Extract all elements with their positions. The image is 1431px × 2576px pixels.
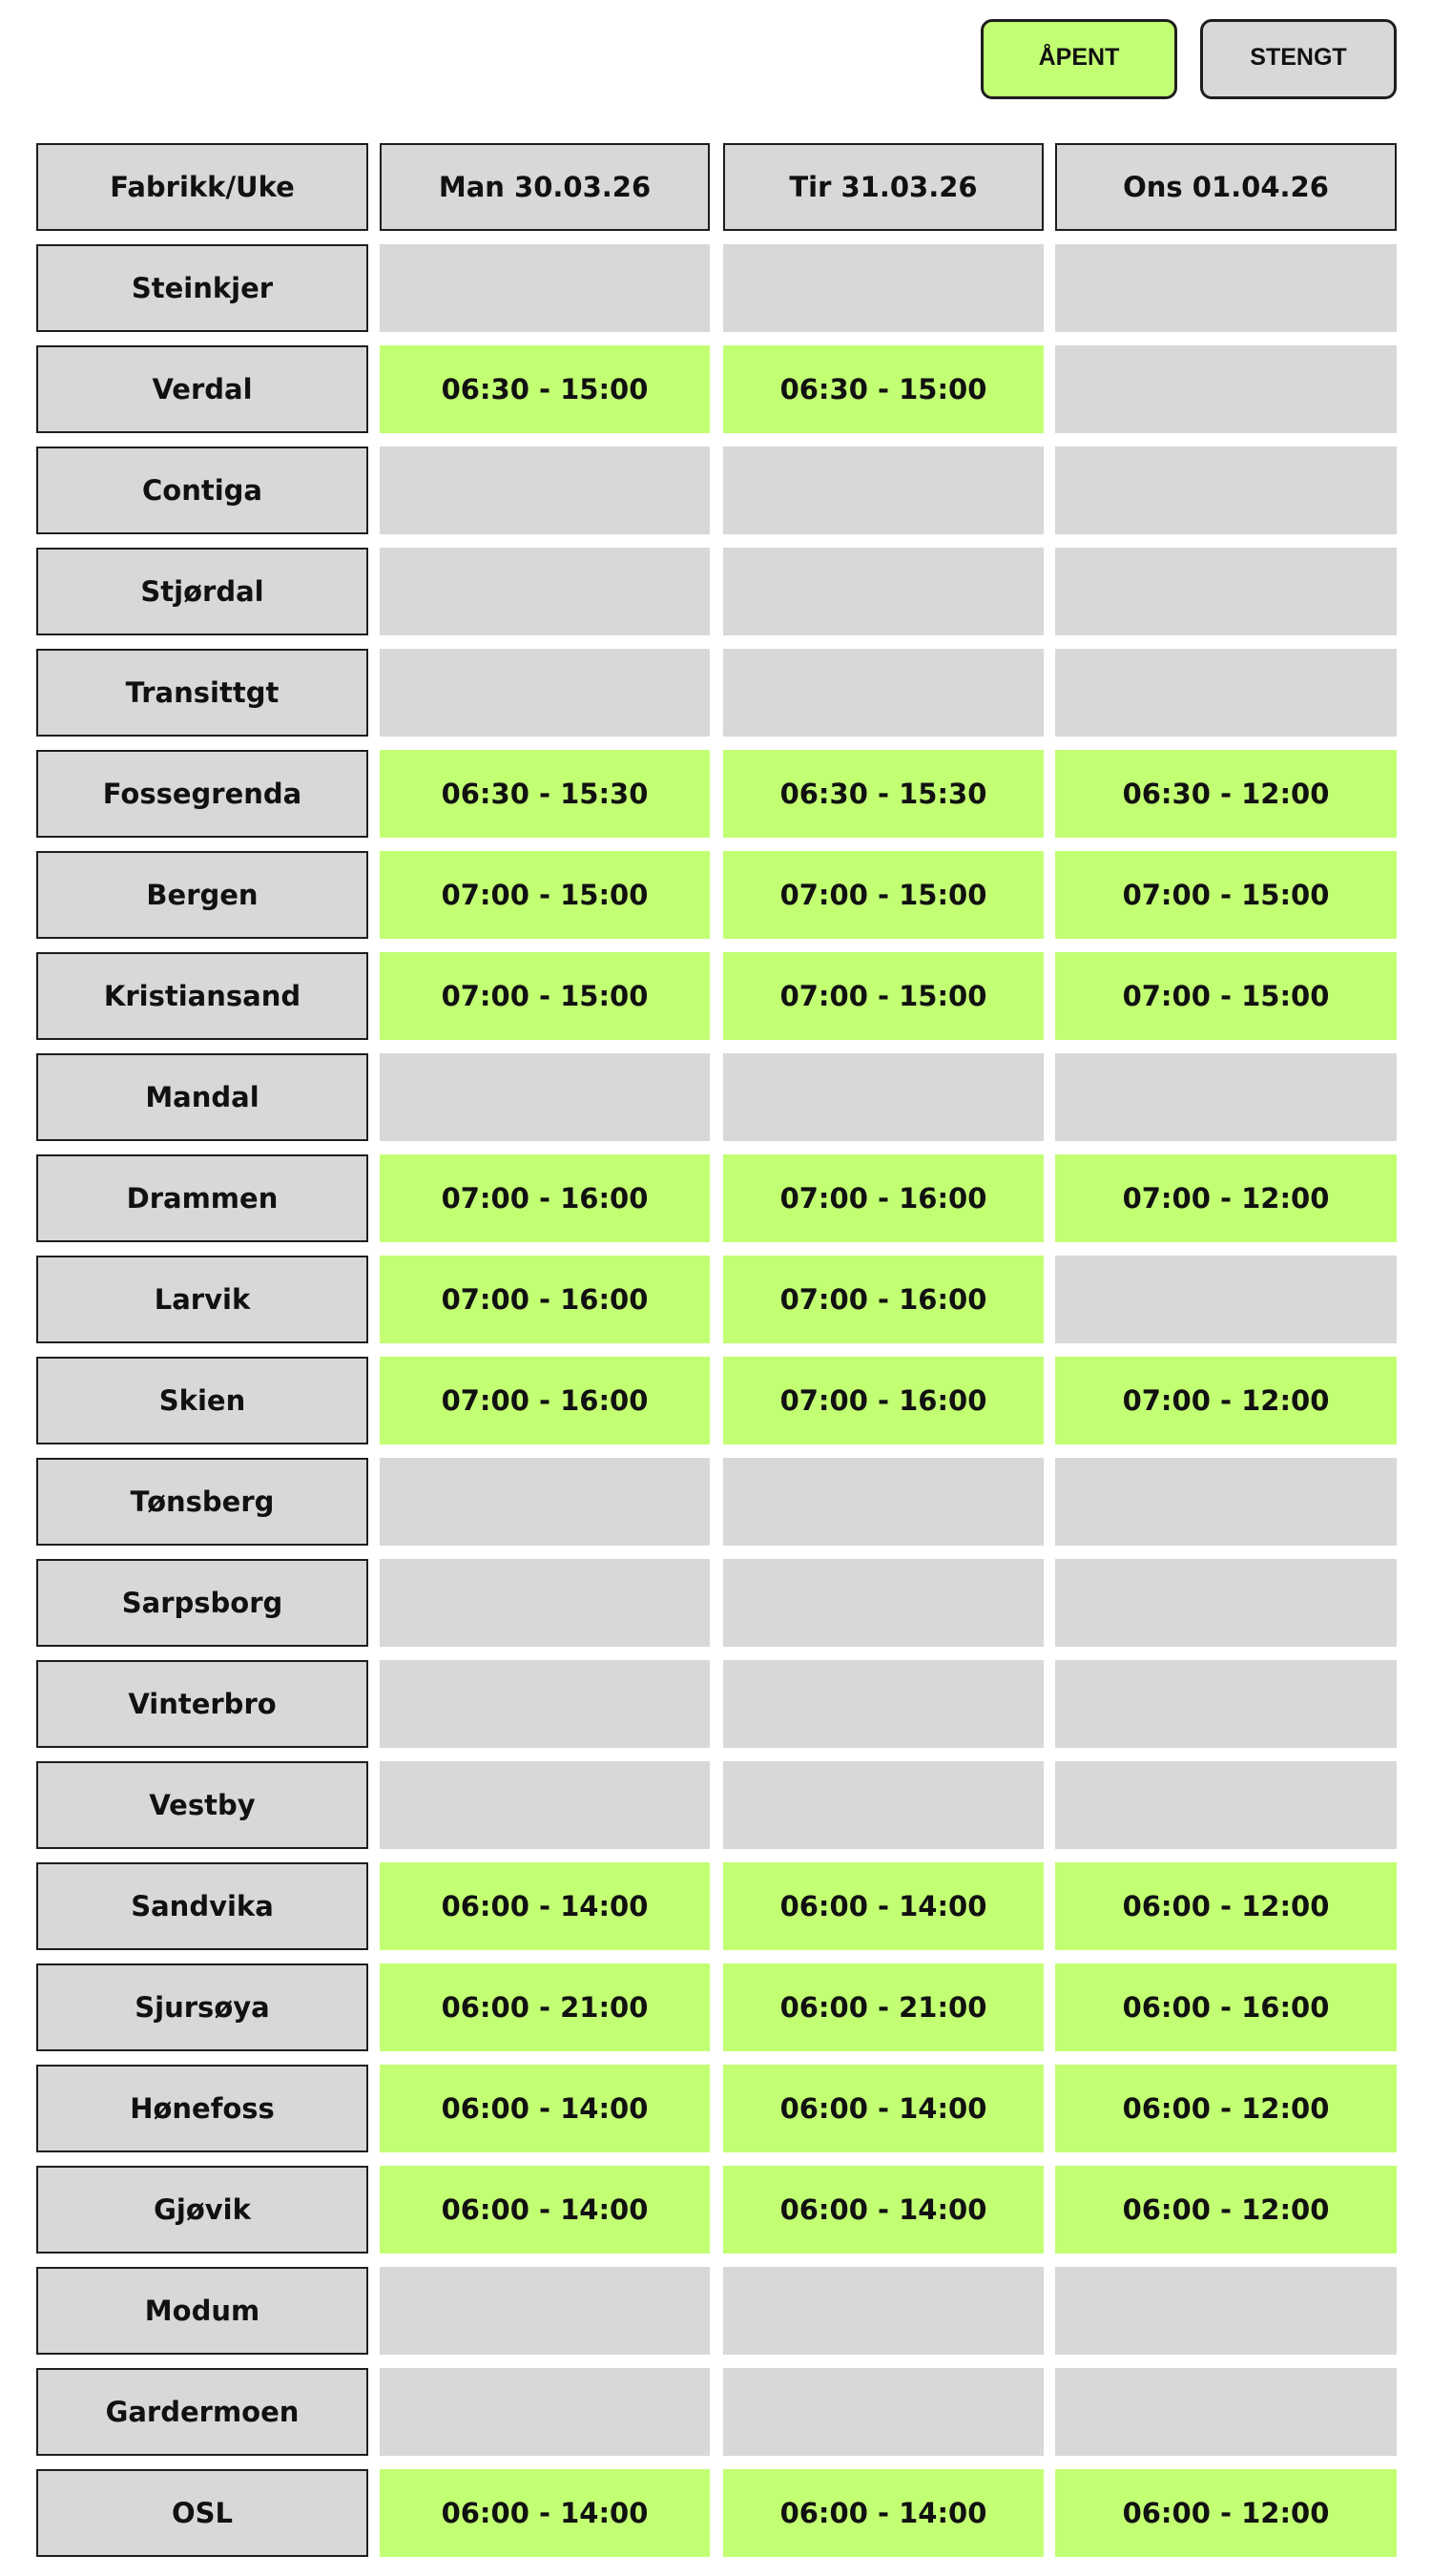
hours-cell-closed: [723, 1761, 1044, 1849]
hours-cell-closed: [1055, 1053, 1397, 1141]
hours-cell-open: 07:00 - 16:00: [723, 1256, 1044, 1343]
hours-cell-closed: [1055, 548, 1397, 635]
factory-name: Gjøvik: [36, 2166, 368, 2254]
hours-cell-open: 07:00 - 12:00: [1055, 1357, 1397, 1444]
factory-name: Bergen: [36, 851, 368, 939]
hours-cell-open: 07:00 - 16:00: [380, 1357, 710, 1444]
factory-name: Fossegrenda: [36, 750, 368, 838]
hours-cell-closed: [380, 1761, 710, 1849]
hours-cell-open: 07:00 - 16:00: [723, 1154, 1044, 1242]
hours-cell-closed: [380, 244, 710, 332]
hours-cell-closed: [380, 649, 710, 737]
factory-name: Stjørdal: [36, 548, 368, 635]
factory-name: Tønsberg: [36, 1458, 368, 1546]
hours-cell-open: 07:00 - 15:00: [1055, 851, 1397, 939]
hours-cell-closed: [723, 1053, 1044, 1141]
hours-cell-closed: [380, 447, 710, 534]
hours-cell-closed: [380, 1053, 710, 1141]
hours-cell-open: 06:00 - 14:00: [380, 2166, 710, 2254]
factory-name: Modum: [36, 2267, 368, 2355]
corner-header: Fabrikk/Uke: [36, 143, 368, 231]
hours-cell-open: 06:30 - 15:00: [380, 345, 710, 433]
hours-cell-closed: [380, 1458, 710, 1546]
hours-cell-closed: [723, 1559, 1044, 1647]
hours-cell-open: 06:30 - 12:00: [1055, 750, 1397, 838]
hours-cell-open: 07:00 - 15:00: [380, 851, 710, 939]
hours-cell-open: 06:00 - 12:00: [1055, 2469, 1397, 2557]
hours-cell-closed: [1055, 345, 1397, 433]
hours-cell-open: 06:00 - 14:00: [723, 2166, 1044, 2254]
hours-cell-closed: [1055, 1458, 1397, 1546]
hours-cell-closed: [723, 649, 1044, 737]
hours-cell-open: 06:30 - 15:00: [723, 345, 1044, 433]
factory-name: Sjursøya: [36, 1963, 368, 2051]
hours-cell-closed: [380, 1660, 710, 1748]
open-legend-button[interactable]: ÅPENT: [981, 19, 1177, 99]
hours-cell-closed: [1055, 1256, 1397, 1343]
hours-cell-open: 06:00 - 14:00: [380, 2065, 710, 2152]
hours-cell-closed: [723, 447, 1044, 534]
hours-cell-open: 06:30 - 15:30: [723, 750, 1044, 838]
hours-cell-closed: [1055, 244, 1397, 332]
hours-cell-open: 06:30 - 15:30: [380, 750, 710, 838]
hours-cell-open: 07:00 - 12:00: [1055, 1154, 1397, 1242]
hours-cell-open: 07:00 - 15:00: [1055, 952, 1397, 1040]
hours-cell-closed: [723, 2368, 1044, 2456]
hours-cell-open: 06:00 - 12:00: [1055, 2065, 1397, 2152]
hours-cell-open: 06:00 - 21:00: [380, 1963, 710, 2051]
factory-name: Hønefoss: [36, 2065, 368, 2152]
hours-cell-open: 06:00 - 14:00: [723, 2469, 1044, 2557]
hours-cell-closed: [1055, 447, 1397, 534]
hours-cell-closed: [380, 1559, 710, 1647]
hours-cell-closed: [1055, 1559, 1397, 1647]
hours-cell-open: 06:00 - 21:00: [723, 1963, 1044, 2051]
column-header: Ons 01.04.26: [1055, 143, 1397, 231]
factory-name: Contiga: [36, 447, 368, 534]
hours-cell-open: 06:00 - 16:00: [1055, 1963, 1397, 2051]
factory-name: Sarpsborg: [36, 1559, 368, 1647]
hours-cell-closed: [380, 2368, 710, 2456]
factory-name: Steinkjer: [36, 244, 368, 332]
factory-name: Larvik: [36, 1256, 368, 1343]
hours-cell-closed: [1055, 2267, 1397, 2355]
factory-name: Mandal: [36, 1053, 368, 1141]
hours-cell-closed: [1055, 2368, 1397, 2456]
factory-name: Sandvika: [36, 1862, 368, 1950]
factory-name: Gardermoen: [36, 2368, 368, 2456]
hours-cell-open: 06:00 - 14:00: [723, 1862, 1044, 1950]
factory-name: Skien: [36, 1357, 368, 1444]
hours-cell-open: 07:00 - 15:00: [723, 851, 1044, 939]
hours-cell-open: 07:00 - 16:00: [723, 1357, 1044, 1444]
factory-name: Vinterbro: [36, 1660, 368, 1748]
hours-cell-open: 07:00 - 15:00: [380, 952, 710, 1040]
factory-name: OSL: [36, 2469, 368, 2557]
hours-cell-open: 06:00 - 12:00: [1055, 2166, 1397, 2254]
hours-cell-closed: [723, 2267, 1044, 2355]
hours-cell-open: 06:00 - 14:00: [380, 2469, 710, 2557]
hours-cell-closed: [1055, 649, 1397, 737]
hours-cell-closed: [723, 1660, 1044, 1748]
closed-legend-button[interactable]: STENGT: [1200, 19, 1397, 99]
hours-cell-open: 07:00 - 15:00: [723, 952, 1044, 1040]
hours-cell-open: 06:00 - 14:00: [723, 2065, 1044, 2152]
hours-cell-open: 07:00 - 16:00: [380, 1256, 710, 1343]
hours-cell-closed: [723, 548, 1044, 635]
hours-cell-closed: [1055, 1660, 1397, 1748]
column-header: Man 30.03.26: [380, 143, 710, 231]
column-header: Tir 31.03.26: [723, 143, 1044, 231]
hours-cell-closed: [380, 2267, 710, 2355]
hours-cell-closed: [1055, 1761, 1397, 1849]
hours-cell-open: 06:00 - 14:00: [380, 1862, 710, 1950]
factory-name: Drammen: [36, 1154, 368, 1242]
hours-cell-closed: [380, 548, 710, 635]
hours-cell-open: 06:00 - 12:00: [1055, 1862, 1397, 1950]
factory-name: Vestby: [36, 1761, 368, 1849]
factory-name: Kristiansand: [36, 952, 368, 1040]
hours-cell-open: 07:00 - 16:00: [380, 1154, 710, 1242]
hours-cell-closed: [723, 244, 1044, 332]
factory-name: Verdal: [36, 345, 368, 433]
factory-name: Transittgt: [36, 649, 368, 737]
hours-cell-closed: [723, 1458, 1044, 1546]
